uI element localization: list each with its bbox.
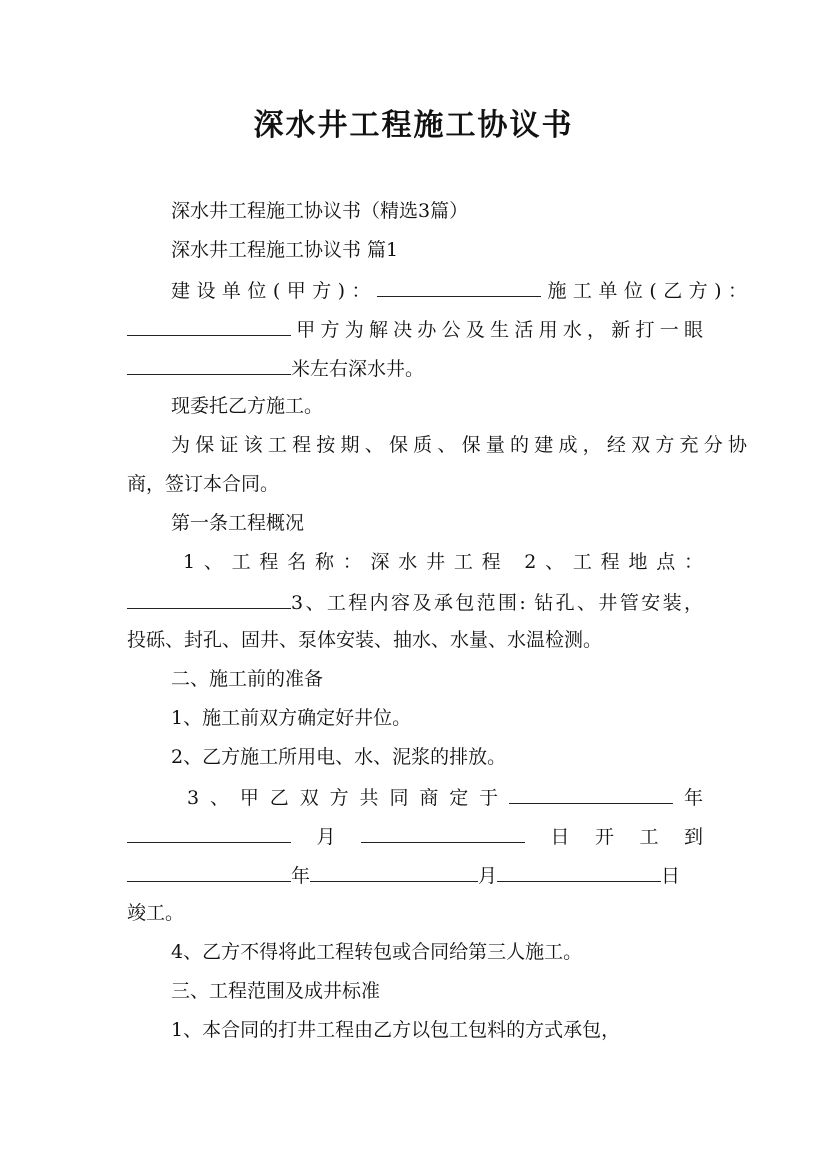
paragraph-line: 深水井工程施工协议书 篇1: [171, 239, 399, 261]
party-b-label: 施工单位(乙方)：: [541, 280, 747, 302]
fill-blank: [509, 781, 673, 804]
paragraph-line: [127, 586, 703, 616]
line-text: 米左右深水井。: [291, 358, 425, 380]
line-text: 3、甲乙双方共同商定于: [187, 787, 510, 809]
section-heading: 二、施工前的准备: [171, 668, 324, 690]
paragraph-line: [127, 781, 703, 811]
paragraph-line: [127, 859, 703, 889]
paragraph-line: [127, 820, 703, 850]
section-heading: 三、工程范围及成井标准: [171, 980, 381, 1002]
fill-blank: [127, 313, 291, 336]
paragraph-line: 2、乙方施工所用电、水、泥浆的排放。: [171, 746, 507, 768]
paragraph-line: 现委托乙方施工。: [171, 395, 324, 417]
fill-blank: [127, 352, 291, 375]
fill-blank: [127, 586, 291, 609]
paragraph-line: 为保证该工程按期、保质、保量的建成，经双方充分协: [171, 434, 747, 456]
line-text: 月: [291, 826, 361, 848]
paragraph-line: [127, 274, 747, 304]
fill-blank: [361, 820, 525, 843]
paragraph-line: 深水井工程施工协议书（精选3篇）: [171, 200, 469, 222]
fill-blank: [127, 859, 291, 882]
paragraph-line: 竣工。: [127, 902, 185, 924]
fill-blank: [127, 820, 291, 843]
paragraph-line: 商，签订本合同。: [127, 473, 280, 495]
fill-blank: [377, 274, 541, 297]
line-text: 甲方为解决办公及生活用水，新打一眼: [291, 319, 703, 341]
paragraph-line: [127, 313, 703, 343]
party-a-label: 建设单位(甲方)：: [171, 280, 377, 302]
document-title: 深水井工程施工协议书: [253, 108, 574, 143]
line-text: 年: [673, 787, 703, 809]
section-heading: 第一条工程概况: [171, 512, 305, 534]
paragraph-line: 1、施工前双方确定好井位。: [171, 707, 412, 729]
paragraph-line: 投砾、封孔、固井、泵体安装、抽水、水量、水温检测。: [127, 629, 603, 651]
paragraph-line: 1、工程名称：深水井工程 2、工程地点：: [183, 551, 703, 573]
line-text: 日开工到: [525, 826, 703, 848]
line-text: 3、工程内容及承包范围: 钻孔、井管安装，: [291, 592, 703, 614]
line-text: 月: [478, 865, 498, 887]
paragraph-line: 1、本合同的打井工程由乙方以包工包料的方式承包，: [171, 1019, 621, 1041]
fill-blank: [497, 859, 661, 882]
fill-blank: [310, 859, 478, 882]
paragraph-line: 4、乙方不得将此工程转包或合同给第三人施工。: [171, 941, 583, 963]
line-text: 年: [291, 865, 311, 887]
line-text: 日: [661, 865, 681, 887]
paragraph-line: [127, 352, 703, 382]
